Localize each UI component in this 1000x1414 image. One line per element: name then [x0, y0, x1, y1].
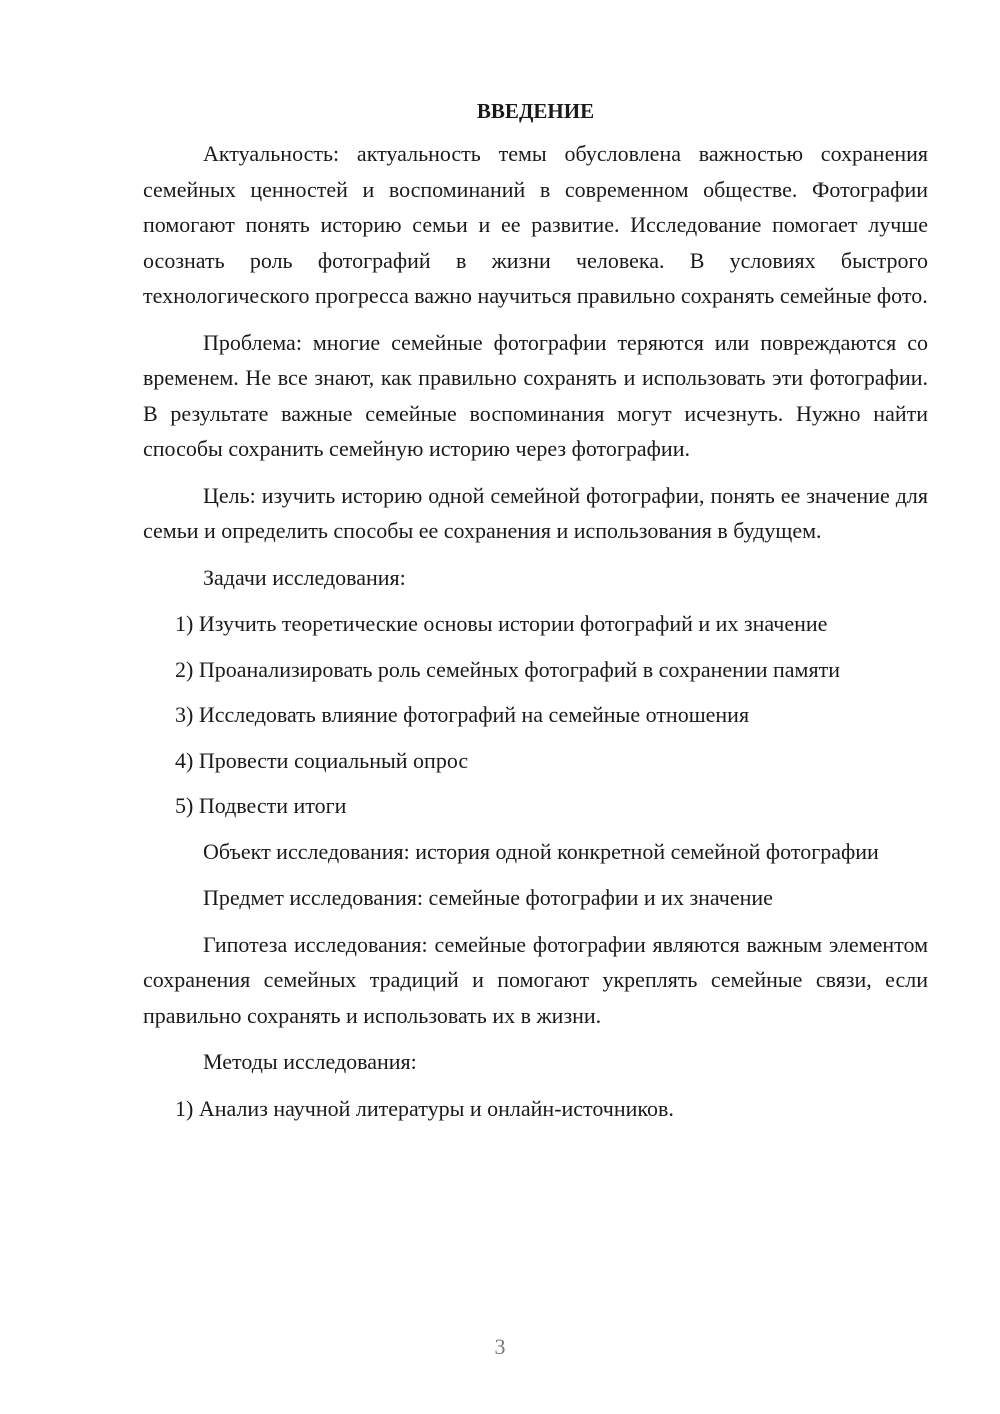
page-number: 3: [494, 1334, 506, 1359]
task-item: 1) Изучить теоретические основы истории фотографий и их значение: [175, 611, 828, 636]
relevance-paragraph: Актуальность: актуальность темы обусловлена важностью сохранения семейных ценностей и воспоминаний в современном обществе. Фотографии помогают понять историю семьи и ее развитие. Исследование помогает лучше осознать роль фотографий в жизни человека. В условиях быстрого технологического прогресса важно научиться правильно сохранять семейные фото.: [143, 141, 928, 308]
document-page: [143, 96, 928, 1136]
task-item: 5) Подвести итоги: [175, 793, 347, 818]
object-paragraph: Объект исследования: история одной конкретной семейной фотографии: [203, 838, 879, 864]
goal-paragraph: Цель: изучить историю одной семейной фотографии, понять ее значение для семьи и определить способы ее сохранения и использования в будущем.: [143, 482, 928, 543]
section-title: ВВЕДЕНИЕ: [476, 99, 595, 123]
problem-paragraph: Проблема: многие семейные фотографии теряются или повреждаются со временем. Не все знают, как правильно сохранять и использовать эти фотографии. В результате важные семейные воспоминания могут исчезнуть. Нужно найти способы сохранить семейную историю через фотографии.: [143, 329, 928, 461]
methods-heading: Методы исследования:: [203, 1049, 417, 1074]
subject-paragraph: Предмет исследования: семейные фотографии и их значение: [203, 885, 773, 910]
tasks-heading: Задачи исследования:: [203, 564, 406, 590]
task-item: 2) Проанализировать роль семейных фотографий в сохранении памяти: [175, 656, 840, 682]
hypothesis-paragraph: Гипотеза исследования: семейные фотографии являются важным элементом сохранения семейных традиций и помогают укреплять семейные связи, если правильно сохранять и использовать их в жизни.: [143, 931, 928, 1028]
task-item: 3) Исследовать влияние фотографий на семейные отношения: [175, 702, 750, 727]
task-item: 4) Провести социальный опрос: [175, 747, 469, 773]
method-item: 1) Анализ научной литературы и онлайн-источников.: [175, 1095, 674, 1121]
